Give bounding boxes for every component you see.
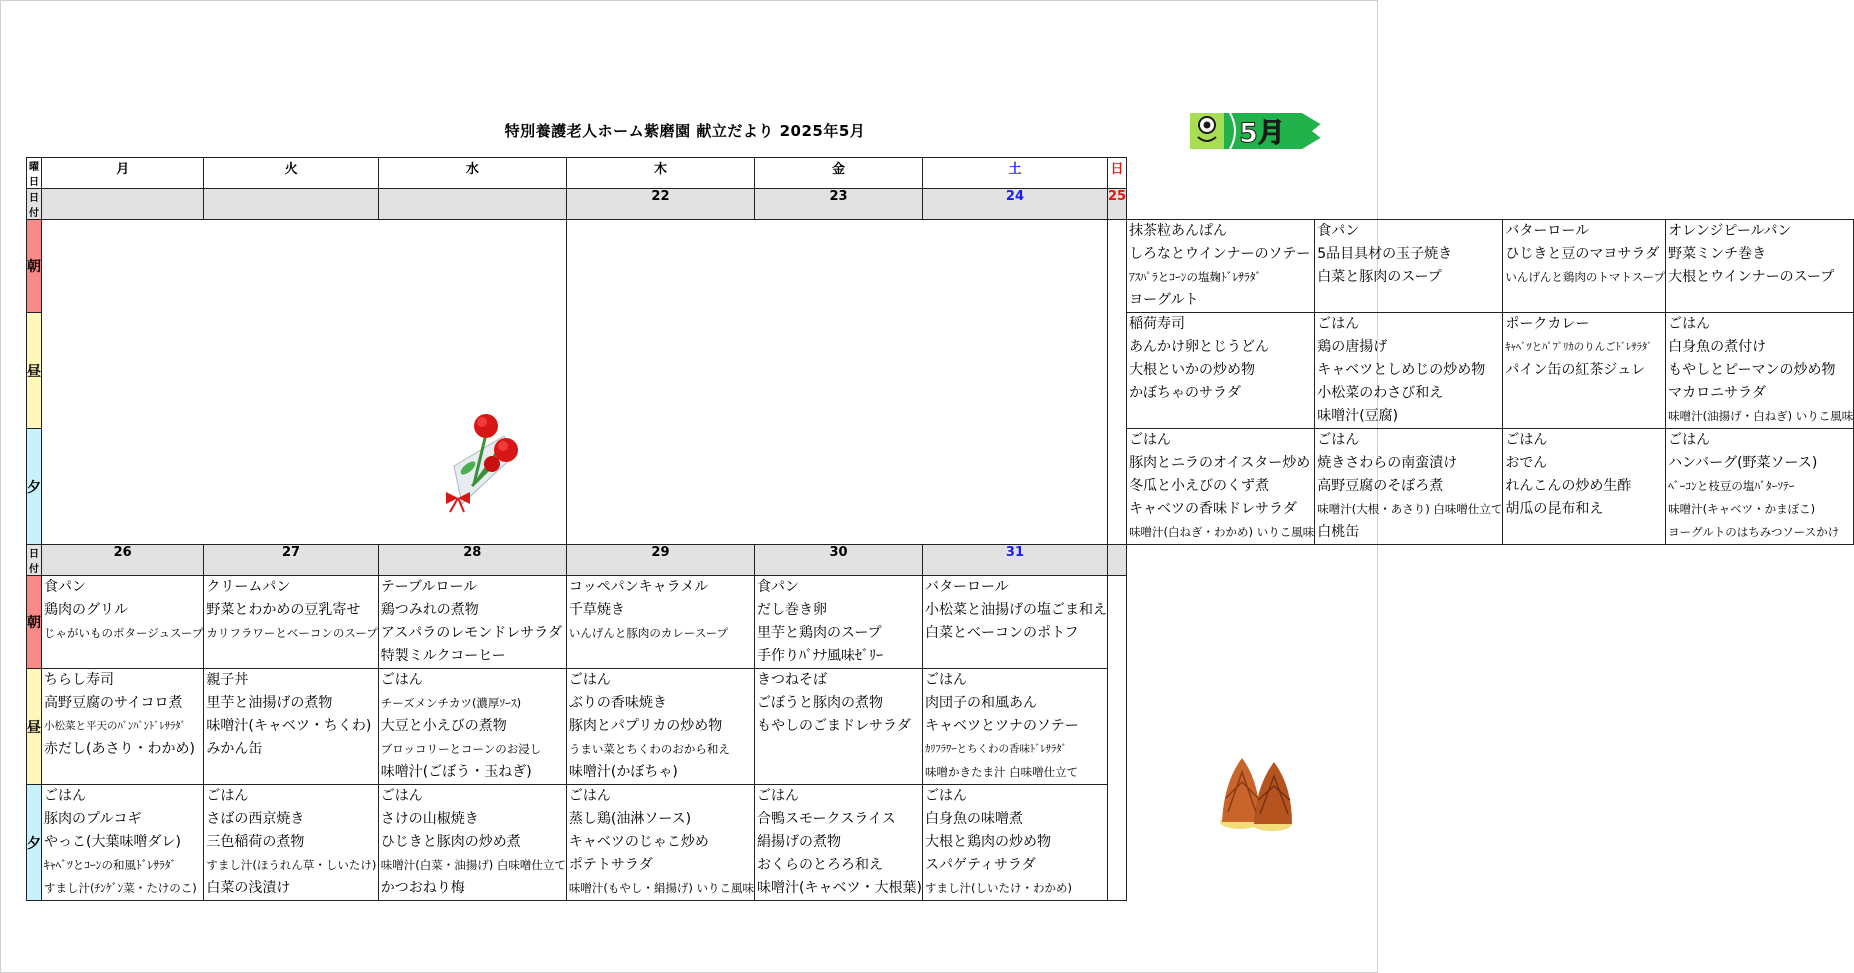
menu-cell-sat-yu bbox=[922, 785, 1107, 901]
menu-item: ごはん bbox=[1505, 432, 1548, 448]
menu-item: さばの西京焼き bbox=[206, 811, 305, 827]
meal-row-hiru bbox=[27, 669, 1854, 785]
menu-item: 抹茶粒あんぱん bbox=[1129, 223, 1228, 239]
menu-cell-sun-asa bbox=[1666, 220, 1854, 313]
menu-cell-tue-yu bbox=[204, 785, 378, 901]
menu-cell-mon-asa bbox=[42, 576, 204, 669]
date-fri: 23 bbox=[755, 189, 923, 220]
menu-cell-thu-hiru bbox=[566, 669, 754, 785]
menu-item: ｱｽﾊﾟﾗとｺｰﾝの塩麹ﾄﾞﾚｻﾗﾀﾞ bbox=[1129, 270, 1262, 284]
meal-label-noon: 昼 bbox=[27, 313, 42, 429]
menu-item: 食パン bbox=[44, 579, 86, 595]
menu-item: 味噌かきたま汁 白味噌仕立て bbox=[924, 765, 1079, 779]
menu-item: ごはん bbox=[1317, 432, 1360, 448]
menu-item: かぼちゃのサラダ bbox=[1129, 385, 1241, 401]
menu-item: 味噌汁(白菜・油揚げ) 白味噌仕立て bbox=[380, 858, 566, 872]
menu-cell-thu-hiru bbox=[1127, 313, 1315, 429]
menu-cell-fri-yu bbox=[1315, 429, 1503, 545]
date-row-label: 日付 bbox=[27, 189, 42, 220]
weekday-thu: 木 bbox=[566, 158, 754, 189]
menu-item: もやしのごまドレサラダ bbox=[757, 718, 911, 734]
menu-item: ごはん bbox=[568, 672, 611, 688]
menu-item: ぶりの香味焼き bbox=[568, 695, 667, 711]
date-tue bbox=[204, 189, 378, 220]
menu-cell-fri-asa bbox=[1315, 220, 1503, 313]
menu-cell-sat-hiru bbox=[1503, 313, 1666, 429]
weekday-fri: 金 bbox=[755, 158, 923, 189]
weekday-sat: 土 bbox=[922, 158, 1107, 189]
menu-item: おくらのとろろ和え bbox=[757, 857, 884, 873]
weekday-mon: 月 bbox=[42, 158, 204, 189]
menu-cell-thu-yu bbox=[566, 785, 754, 901]
menu-item: テーブルロール bbox=[380, 579, 478, 595]
date-thu: 22 bbox=[566, 189, 754, 220]
menu-item: キャベツのじゃこ炒め bbox=[568, 834, 709, 850]
menu-cell-fri-asa bbox=[755, 576, 923, 669]
menu-item: 味噌汁(大根・あさり) 白味噌仕立て bbox=[1317, 502, 1503, 516]
menu-item: 味噌汁(豆腐) bbox=[1317, 408, 1399, 424]
menu-item: ごはん bbox=[380, 788, 423, 804]
menu-cell-thu-asa bbox=[566, 576, 754, 669]
menu-cell-mon-yu bbox=[42, 785, 204, 901]
menu-item: もやしとピーマンの炒め物 bbox=[1668, 362, 1836, 378]
menu-item: キャベツとしめじの炒め物 bbox=[1317, 362, 1486, 378]
menu-item: 豚肉とニラのオイスター炒め bbox=[1129, 455, 1311, 471]
menu-item: ｷｬﾍﾞﾂとｺｰﾝの和風ﾄﾞﾚｻﾗﾀﾞ bbox=[44, 858, 177, 872]
menu-item: ごはん bbox=[924, 788, 967, 804]
menu-item: おでん bbox=[1505, 455, 1548, 471]
date-sat: 31 bbox=[922, 545, 1107, 576]
menu-cell-sat-asa bbox=[922, 576, 1107, 669]
date-sun bbox=[1107, 545, 1126, 576]
menu-item: ヨーグルト bbox=[1129, 292, 1199, 308]
menu-table bbox=[26, 157, 1854, 901]
page-title: 特別養護老人ホーム紫磨園 献立だより 2025年5月 bbox=[504, 122, 866, 140]
menu-item: ごはん bbox=[924, 672, 967, 688]
badge-label: 5月 bbox=[1239, 118, 1285, 149]
menu-item: 食パン bbox=[757, 579, 800, 595]
menu-item: 白菜の浅漬け bbox=[206, 880, 291, 896]
menu-item: ひじきと豚肉の炒め煮 bbox=[380, 834, 521, 850]
meal-label-noon: 昼 bbox=[27, 669, 42, 785]
menu-item: ごはん bbox=[1129, 432, 1172, 448]
menu-item: いんげんと豚肉のカレースープ bbox=[568, 626, 729, 640]
menu-item: 肉団子の和風あん bbox=[924, 695, 1037, 711]
menu-cell-thu-yu bbox=[1127, 429, 1315, 545]
menu-item: 小松菜のわさび和え bbox=[1317, 385, 1444, 401]
menu-item: ﾍﾞｰｺﾝと枝豆の塩ﾊﾞﾀｰｿﾃｰ bbox=[1668, 479, 1795, 493]
menu-item: ごぼうと豚肉の煮物 bbox=[757, 695, 884, 711]
date-wed: 28 bbox=[378, 545, 566, 576]
menu-body bbox=[27, 158, 1854, 901]
menu-item: 大豆と小えびの煮物 bbox=[380, 718, 507, 734]
menu-item: アスパラのレモンドレサラダ bbox=[380, 625, 563, 641]
menu-item: 味噌汁(もやし・絹揚げ) いりこ風味 bbox=[568, 881, 755, 895]
menu-item: コッペパンキャラメル bbox=[568, 579, 709, 595]
menu-item: ｷｬﾍﾞﾂとﾊﾟﾌﾟﾘｶのりんごﾄﾞﾚｻﾗﾀﾞ bbox=[1505, 341, 1653, 353]
menu-item: ｶﾘﾌﾗﾜｰとちくわの香味ﾄﾞﾚｻﾗﾀﾞ bbox=[924, 743, 1067, 755]
date-mon: 26 bbox=[42, 545, 204, 576]
menu-item: やっこ(大葉味噌ダレ) bbox=[44, 834, 181, 850]
menu-item: きつねそば bbox=[757, 672, 828, 688]
menu-item: ごはん bbox=[1317, 316, 1360, 332]
menu-item: あんかけ卵とじうどん bbox=[1129, 339, 1270, 355]
meal-label-morning: 朝 bbox=[27, 220, 42, 313]
meal-row-yu bbox=[27, 785, 1854, 901]
menu-cell-sat-yu bbox=[1503, 429, 1666, 545]
menu-item: みかん缶 bbox=[206, 741, 263, 757]
menu-item: 里芋と鶏肉のスープ bbox=[757, 625, 882, 641]
menu-item: 味噌汁(白ねぎ・わかめ) いりこ風味 bbox=[1129, 525, 1315, 539]
menu-item: 高野豆腐のサイコロ煮 bbox=[44, 695, 183, 711]
date-sun: 25 bbox=[1107, 189, 1126, 220]
menu-item: 味噌汁(ごぼう・玉ねぎ) bbox=[380, 764, 532, 780]
menu-item: チーズメンチカツ(濃厚ｿｰｽ) bbox=[380, 696, 522, 710]
menu-item: 豚肉とパプリカの炒め物 bbox=[568, 718, 723, 734]
menu-item: 胡瓜の昆布和え bbox=[1505, 501, 1604, 517]
weekday-wed: 水 bbox=[378, 158, 566, 189]
menu-cell-sat-asa bbox=[1503, 220, 1666, 313]
date-row bbox=[27, 545, 1854, 576]
menu-cell-wed-yu bbox=[378, 785, 566, 901]
meal-row-asa bbox=[27, 220, 1854, 313]
menu-cell-wed-asa bbox=[378, 576, 566, 669]
menu-item: 味噌汁(キャベツ・ちくわ) bbox=[206, 718, 372, 734]
weekday-row bbox=[27, 158, 1854, 189]
menu-item: 白桃缶 bbox=[1317, 524, 1360, 540]
menu-item: いんげんと鶏肉のトマトスープ bbox=[1505, 270, 1666, 284]
menu-cell-sun-hiru bbox=[1666, 313, 1854, 429]
meal-label-evening: 夕 bbox=[27, 429, 42, 545]
menu-item: 味噌汁(キャベツ・大根葉) bbox=[757, 880, 922, 896]
menu-item: ハンバーグ(野菜ソース) bbox=[1668, 455, 1818, 471]
menu-item: 稲荷寿司 bbox=[1129, 316, 1186, 332]
menu-cell-fri-hiru bbox=[1315, 313, 1503, 429]
menu-item: ポテトサラダ bbox=[568, 857, 653, 873]
weekday-sun: 日 bbox=[1107, 158, 1126, 189]
menu-item: ブロッコリーとコーンのお浸し bbox=[380, 742, 542, 756]
weekday-tue: 火 bbox=[204, 158, 378, 189]
date-thu: 29 bbox=[566, 545, 754, 576]
menu-item: ひじきと豆のマヨサラダ bbox=[1505, 246, 1660, 262]
menu-item: ヨーグルトのはちみつソースかけ bbox=[1668, 525, 1840, 539]
menu-item: 親子丼 bbox=[206, 672, 249, 688]
menu-item: 鶏肉のグリル bbox=[44, 602, 128, 618]
menu-item: ごはん bbox=[757, 788, 800, 804]
menu-item: ポークカレー bbox=[1505, 316, 1590, 332]
menu-item: じゃがいものポタージュスープ bbox=[44, 626, 204, 640]
menu-item: 野菜ミンチ巻き bbox=[1668, 246, 1767, 262]
carp-streamer-icon bbox=[1190, 109, 1332, 154]
menu-item: バターロール bbox=[1505, 223, 1590, 239]
menu-item: 白身魚の味噌煮 bbox=[924, 811, 1023, 827]
menu-item: 白菜とベーコンのポトフ bbox=[924, 625, 1079, 641]
date-wed bbox=[378, 189, 566, 220]
menu-item: さけの山椒焼き bbox=[380, 811, 479, 827]
menu-item: 大根と鶏肉の炒め物 bbox=[924, 834, 1051, 850]
menu-cell-tue-asa bbox=[204, 576, 378, 669]
menu-item: ごはん bbox=[568, 788, 611, 804]
menu-item: ごはん bbox=[380, 672, 423, 688]
date-sat: 24 bbox=[922, 189, 1107, 220]
menu-item: 特製ミルクコーヒー bbox=[380, 648, 506, 664]
menu-item: 味噌汁(かぼちゃ) bbox=[568, 764, 678, 780]
menu-item: マカロニサラダ bbox=[1668, 385, 1766, 401]
menu-item: 大根とウインナーのスープ bbox=[1668, 269, 1835, 285]
menu-item: カリフラワーとベーコンのスープ bbox=[206, 626, 378, 640]
menu-item: キャベツの香味ドレサラダ bbox=[1129, 501, 1297, 517]
menu-item: しろなとウインナーのソテー bbox=[1129, 246, 1311, 262]
carnation-bouquet-icon bbox=[434, 406, 524, 514]
menu-cell-fri-hiru bbox=[755, 669, 923, 785]
menu-item: スパゲティサラダ bbox=[924, 857, 1036, 873]
menu-item: 里芋と油揚げの煮物 bbox=[206, 695, 333, 711]
date-row bbox=[27, 189, 1854, 220]
menu-item: 豚肉のプルコギ bbox=[44, 811, 142, 827]
menu-item: 焼きさわらの南蛮漬け bbox=[1317, 455, 1458, 471]
menu-item: 鶏つみれの煮物 bbox=[380, 602, 479, 618]
bamboo-shoot-icon bbox=[1216, 752, 1298, 834]
date-row-label: 日付 bbox=[27, 545, 42, 576]
menu-item: キャベツとツナのソテー bbox=[924, 718, 1079, 734]
menu-item: クリームパン bbox=[206, 579, 291, 595]
menu-item: 高野豆腐のそぼろ煮 bbox=[1317, 478, 1444, 494]
menu-item: バターロール bbox=[924, 579, 1009, 595]
meal-label-evening: 夕 bbox=[27, 785, 42, 901]
menu-item: すまし汁(ほうれん草・しいたけ) bbox=[206, 858, 377, 872]
menu-cell-sat-hiru bbox=[922, 669, 1107, 785]
date-mon bbox=[42, 189, 204, 220]
menu-item: 冬瓜と小えびのくず煮 bbox=[1129, 478, 1270, 494]
menu-cell-wed-hiru bbox=[378, 669, 566, 785]
menu-item: れんこんの炒め生酢 bbox=[1505, 478, 1632, 494]
empty-days-block bbox=[566, 220, 1107, 545]
meal-label-morning: 朝 bbox=[27, 576, 42, 669]
menu-item: ごはん bbox=[44, 788, 86, 804]
empty-days-block bbox=[1107, 220, 1126, 545]
date-fri: 30 bbox=[755, 545, 923, 576]
menu-item: 食パン bbox=[1317, 223, 1360, 239]
date-tue: 27 bbox=[204, 545, 378, 576]
menu-item: 手作りﾊﾞﾅﾅ風味ｾﾞﾘｰ bbox=[757, 648, 884, 664]
menu-cell-thu-asa bbox=[1127, 220, 1315, 313]
menu-cell-sun-yu bbox=[1666, 429, 1854, 545]
empty-day-block bbox=[1107, 576, 1126, 901]
menu-item: 千草焼き bbox=[568, 602, 625, 618]
menu-cell-fri-yu bbox=[755, 785, 923, 901]
menu-item: 5品目具材の玉子焼き bbox=[1317, 246, 1453, 262]
menu-item: オレンジピールパン bbox=[1668, 223, 1792, 239]
menu-item: パイン缶の紅茶ジュレ bbox=[1505, 362, 1646, 378]
weekday-row-label: 曜日 bbox=[27, 158, 42, 189]
menu-item: かつおねり梅 bbox=[380, 880, 465, 896]
menu-item: 白身魚の煮付け bbox=[1668, 339, 1767, 355]
menu-item: ごはん bbox=[1668, 432, 1711, 448]
menu-item: 白菜と豚肉のスープ bbox=[1317, 269, 1442, 285]
menu-item: すまし汁(ﾁﾝｹﾞﾝ菜・たけのこ) bbox=[44, 881, 197, 895]
menu-item: 合鴨スモークスライス bbox=[757, 811, 896, 827]
menu-item: 三色稲荷の煮物 bbox=[206, 834, 305, 850]
menu-item: ちらし寿司 bbox=[44, 672, 114, 688]
menu-item: 小松菜と油揚げの塩ごま和え bbox=[924, 602, 1107, 618]
menu-item: 鶏の唐揚げ bbox=[1317, 339, 1388, 355]
menu-cell-mon-hiru bbox=[42, 669, 204, 785]
menu-item: ごはん bbox=[206, 788, 249, 804]
menu-item: 小松菜と平天のﾊﾞﾝﾊﾞﾝﾄﾞﾚｻﾗﾀﾞ bbox=[44, 720, 186, 732]
menu-item: うまい菜とちくわのおから和え bbox=[568, 742, 730, 756]
menu-item: だし巻き卵 bbox=[757, 602, 828, 618]
menu-item: すまし汁(しいたけ・わかめ) bbox=[924, 881, 1072, 895]
menu-item: 大根といかの炒め物 bbox=[1129, 362, 1256, 378]
menu-cell-tue-hiru bbox=[204, 669, 378, 785]
menu-item: 味噌汁(キャベツ・かまぼこ) bbox=[1668, 502, 1816, 516]
menu-item: 味噌汁(油揚げ・白ねぎ) いりこ風味 bbox=[1668, 409, 1854, 423]
menu-item: 野菜とわかめの豆乳寄せ bbox=[206, 602, 361, 618]
menu-item: 蒸し鶏(油淋ソース) bbox=[568, 811, 692, 827]
menu-item: 赤だし(あさり・わかめ) bbox=[44, 741, 195, 757]
meal-row-asa bbox=[27, 576, 1854, 669]
menu-item: ごはん bbox=[1668, 316, 1711, 332]
menu-item: 絹揚げの煮物 bbox=[757, 834, 842, 850]
